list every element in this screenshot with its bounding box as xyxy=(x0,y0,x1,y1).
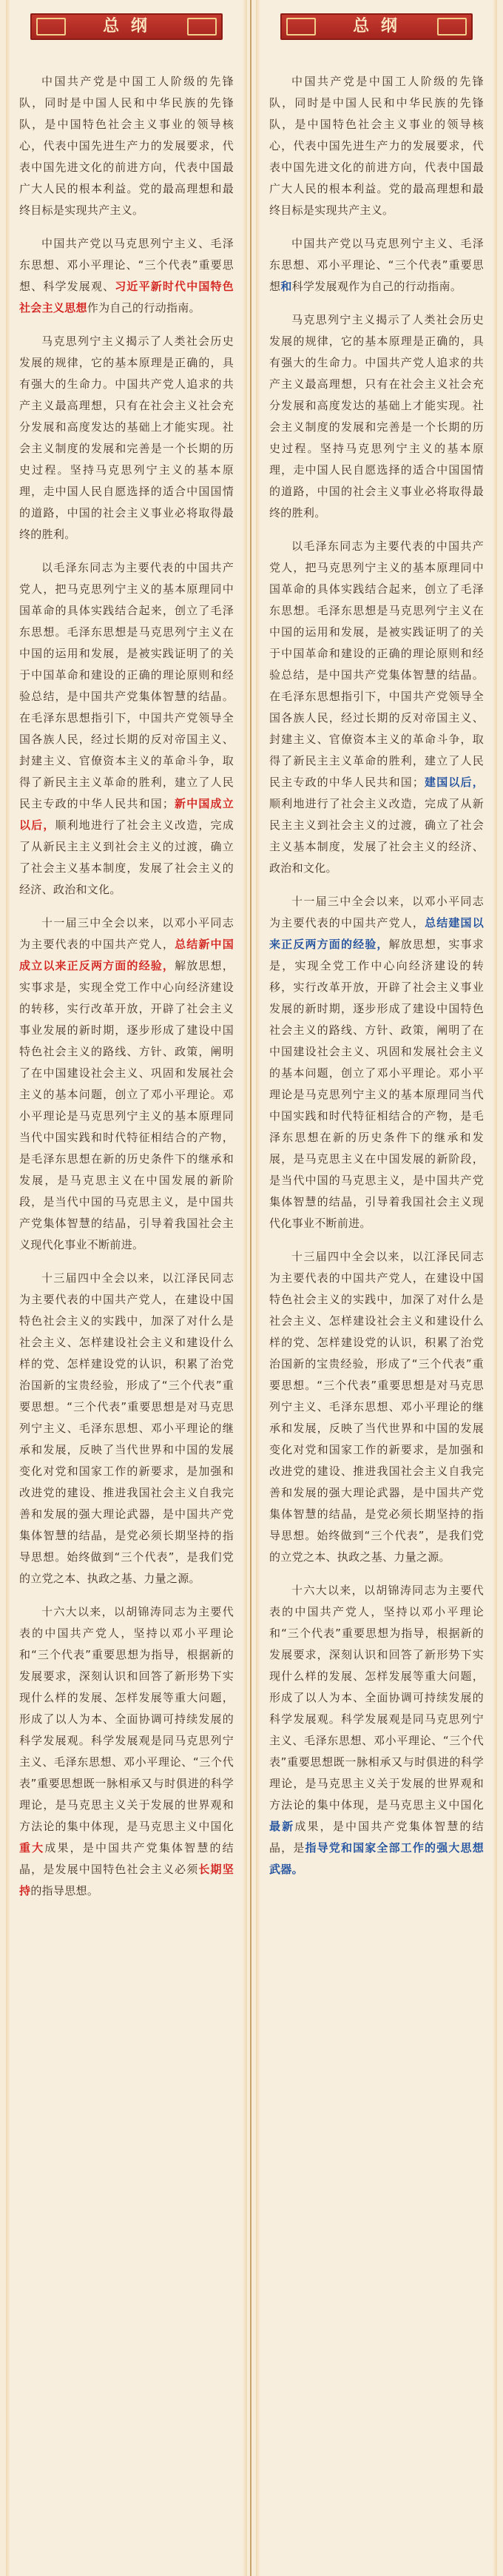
text: 十六大以来，以胡锦涛同志为主要代表的中国共产党人，坚持以邓小平理论和“三个代表”重要思想为指导，根据新的发展要求，深刻认识和回答了新形势下实现什么样的发展、怎样发展等重大问题，形成了以人为本、全面协调可持续发展的科学发展观。科学发展观是同马克思列宁主义、毛泽东思想、邓小平理论、“三个代表”重要思想既一脉相承又与时俱进的科学理论，是马克思主义关于发展的世界观和方法论的集中体现，是马克思主义中国化 xyxy=(269,1584,484,1812)
left-paragraph xyxy=(19,557,234,901)
text: 中国共产党以马克思列宁主义、毛泽东思想、邓小平理论、“三个代表”重要思想 xyxy=(269,237,484,293)
highlight-text: 总结建国以来正反两方面的经验， xyxy=(269,916,484,951)
text: 成果，是中国共产党集体智慧的结晶，是发展中国特色社会主义必须 xyxy=(19,1841,234,1876)
text: 解放思想，实事求是，实现全党工作中心向经济建设的转移，实行改革开放，开辟了社会主义事业发展的新时期，逐步形成了建设中国特色社会主义的路线、方针、政策，阐明了在中国建设社会主义、巩固和发展社会主义的基本问题，创立了邓小平理论。邓小平理论是马克思列宁主义的基本原理同当代中国实践和时代特征相结合的产物，是毛泽东思想在新的历史条件下的继承和发展，是马克思主义在中国发展的新阶段，是当代中国的马克思主义，是中国共产党集体智慧的结晶，引导着我国社会主义现代化事业不断前进。 xyxy=(19,959,234,1251)
right-paragraph xyxy=(269,1246,484,1568)
text: 十三届四中全会以来，以江泽民同志为主要代表的中国共产党人，在建设中国特色社会主义的实践中，加深了对什么是社会主义、怎样建设社会主义和建设什么样的党、怎样建设党的认识，积累了治党治国新的宝贵经验，形成了“三个代表”重要思想。“三个代表”重要思想是对马克思列宁主义、毛泽东思想、邓小平理论的继承和发展，反映了当代世界和中国的发展变化对党和国家工作的新要求，是加强和改进党的建设、推进我国社会主义自我完善和发展的强大理论武器，是中国共产党集体智慧的结晶，是党必须长期坚持的指导思想。始终做到“三个代表”，是我们党的立党之本、执政之基、力量之源。 xyxy=(269,1250,484,1564)
text: 十一届三中全会以来，以邓小平同志为主要代表的中国共产党人， xyxy=(269,895,484,929)
left-paragraph xyxy=(19,71,234,221)
text: 成果，是中国共产党集体智慧的结晶，是 xyxy=(269,1820,484,1854)
highlight-text: 建国以后， xyxy=(424,776,484,789)
highlight-text: 指导党和国家全部工作的强大思想武器。 xyxy=(269,1841,484,1876)
text: 以毛泽东同志为主要代表的中国共产党人，把马克思列宁主义的基本原理同中国革命的具体实践结合起来，创立了毛泽东思想。毛泽东思想是马克思列宁主义在中国的运用和发展，是被实践证明了的关于中国革命和建设的正确的理论原则和经验总结，是中国共产党集体智慧的结晶。在毛泽东思想指引下，中国共产党领导全国各族人民，经过长期的反对帝国主义、封建主义、官僚资本主义的革命斗争，取得了新民主主义革命的胜利，建立了人民民主专政的中华人民共和国； xyxy=(19,561,234,810)
right-content xyxy=(256,71,497,1880)
left-header-title: 总 纲 xyxy=(103,17,150,36)
text: 十一届三中全会以来，以邓小平同志为主要代表的中国共产党人， xyxy=(19,916,234,951)
right-paragraph xyxy=(269,891,484,1234)
highlight-text: 最新 xyxy=(269,1820,295,1833)
text: 顺利地进行了社会主义改造，完成了从新民主主义到社会主义的过渡，确立了社会主义基本制度，发展了社会主义的经济、政治和文化。 xyxy=(19,818,234,896)
left-header xyxy=(30,13,223,40)
left-column xyxy=(6,0,247,2576)
highlight-text: 习近平新时代中国特色社会主义思想 xyxy=(19,280,234,315)
text: 科学发展观作为自己的行动指南。 xyxy=(291,280,462,293)
text: 作为自己的行动指南。 xyxy=(87,301,200,315)
text: 中国共产党以马克思列宁主义、毛泽东思想、邓小平理论、“三个代表”重要思想、科学发展观、 xyxy=(19,237,234,293)
highlight-text: 新中国成立以后， xyxy=(19,797,234,832)
left-paragraph xyxy=(19,331,234,545)
text: 中国共产党是中国工人阶级的先锋队，同时是中国人民和中华民族的先锋队，是中国特色社会主义事业的领导核心，代表中国先进生产力的发展要求，代表中国先进文化的前进方向，代表中国最广大人民的根本利益。党的最高理想和最终目标是实现共产主义。 xyxy=(269,75,484,217)
text: 解放思想，实事求是，实现全党工作中心向经济建设的转移，实行改革开放，开辟了社会主义事业发展的新时期，逐步形成了建设中国特色社会主义的路线、方针、政策，阐明了在中国建设社会主义、巩固和发展社会主义的基本问题，创立了邓小平理论。邓小平理论是马克思列宁主义的基本原理同当代中国实践和时代特征相结合的产物，是毛泽东思想在新的历史条件下的继承和发展，是马克思主义在中国发展的新阶段，是当代中国的马克思主义，是中国共产党集体智慧的结晶，引导着我国社会主义现代化事业不断前进。 xyxy=(269,938,484,1230)
left-paragraph xyxy=(19,1268,234,1590)
highlight-text: 和 xyxy=(280,280,292,293)
highlight-text: 长期坚持 xyxy=(19,1863,234,1897)
right-paragraph xyxy=(269,71,484,221)
highlight-text: 总结新中国成立以来正反两方面的经验， xyxy=(19,938,234,972)
column-divider xyxy=(250,0,252,2576)
text: 中国共产党是中国工人阶级的先锋队，同时是中国人民和中华民族的先锋队，是中国特色社会主义事业的领导核心，代表中国先进生产力的发展要求，代表中国先进文化的前进方向，代表中国最广大人民的根本利益。党的最高理想和最终目标是实现共产主义。 xyxy=(19,75,234,217)
left-content xyxy=(6,71,247,1902)
text: 顺利地进行了社会主义改造，完成了从新民主主义到社会主义的过渡，确立了社会主义基本制度，发展了社会主义的经济、政治和文化。 xyxy=(269,797,484,875)
right-header xyxy=(280,13,473,40)
right-paragraph xyxy=(269,536,484,879)
text: 马克思列宁主义揭示了人类社会历史发展的规律，它的基本原理是正确的，具有强大的生命力。中国共产党人追求的共产主义最高理想，只有在社会主义社会充分发展和高度发达的基础上才能实现。社会主义制度的发展和完善是一个长期的历史过程。坚持马克思列宁主义的基本原理，走中国人民自愿选择的适合中国国情的道路，中国的社会主义事业必将取得最终的胜利。 xyxy=(269,313,484,519)
left-paragraph xyxy=(19,1601,234,1902)
left-paragraph xyxy=(19,233,234,319)
text: 以毛泽东同志为主要代表的中国共产党人，把马克思列宁主义的基本原理同中国革命的具体实践结合起来，创立了毛泽东思想。毛泽东思想是马克思列宁主义在中国的运用和发展，是被实践证明了的关于中国革命和建设的正确的理论原则和经验总结，是中国共产党集体智慧的结晶。在毛泽东思想指引下，中国共产党领导全国各族人民，经过长期的反对帝国主义、封建主义、官僚资本主义的革命斗争，取得了新民主主义革命的胜利，建立了人民民主专政的中华人民共和国； xyxy=(269,539,484,789)
right-paragraph xyxy=(269,233,484,297)
text: 马克思列宁主义揭示了人类社会历史发展的规律，它的基本原理是正确的，具有强大的生命力。中国共产党人追求的共产主义最高理想，只有在社会主义社会充分发展和高度发达的基础上才能实现。社会主义制度的发展和完善是一个长期的历史过程。坚持马克思列宁主义的基本原理，走中国人民自愿选择的适合中国国情的道路，中国的社会主义事业必将取得最终的胜利。 xyxy=(19,334,234,541)
right-column xyxy=(256,0,497,2576)
right-paragraph xyxy=(269,1580,484,1880)
text: 十三届四中全会以来，以江泽民同志为主要代表的中国共产党人，在建设中国特色社会主义的实践中，加深了对什么是社会主义、怎样建设社会主义和建设什么样的党、怎样建设党的认识，积累了治党治国新的宝贵经验，形成了“三个代表”重要思想。“三个代表”重要思想是对马克思列宁主义、毛泽东思想、邓小平理论的继承和发展，反映了当代世界和中国的发展变化对党和国家工作的新要求，是加强和改进党的建设、推进我国社会主义自我完善和发展的强大理论武器，是中国共产党集体智慧的结晶，是党必须长期坚持的指导思想。始终做到“三个代表”，是我们党的立党之本、执政之基、力量之源。 xyxy=(19,1271,234,1585)
highlight-text: 重大 xyxy=(19,1841,45,1854)
right-paragraph xyxy=(269,309,484,524)
left-paragraph xyxy=(19,912,234,1256)
right-header-title: 总 纲 xyxy=(353,17,400,36)
text: 的指导思想。 xyxy=(30,1884,99,1897)
text: 十六大以来，以胡锦涛同志为主要代表的中国共产党人，坚持以邓小平理论和“三个代表”重要思想为指导，根据新的发展要求，深刻认识和回答了新形势下实现什么样的发展、怎样发展等重大问题，形成了以人为本、全面协调可持续发展的科学发展观。科学发展观是同马克思列宁主义、毛泽东思想、邓小平理论、“三个代表”重要思想既一脉相承又与时俱进的科学理论，是马克思主义关于发展的世界观和方法论的集中体现，是马克思主义中国化 xyxy=(19,1605,234,1833)
